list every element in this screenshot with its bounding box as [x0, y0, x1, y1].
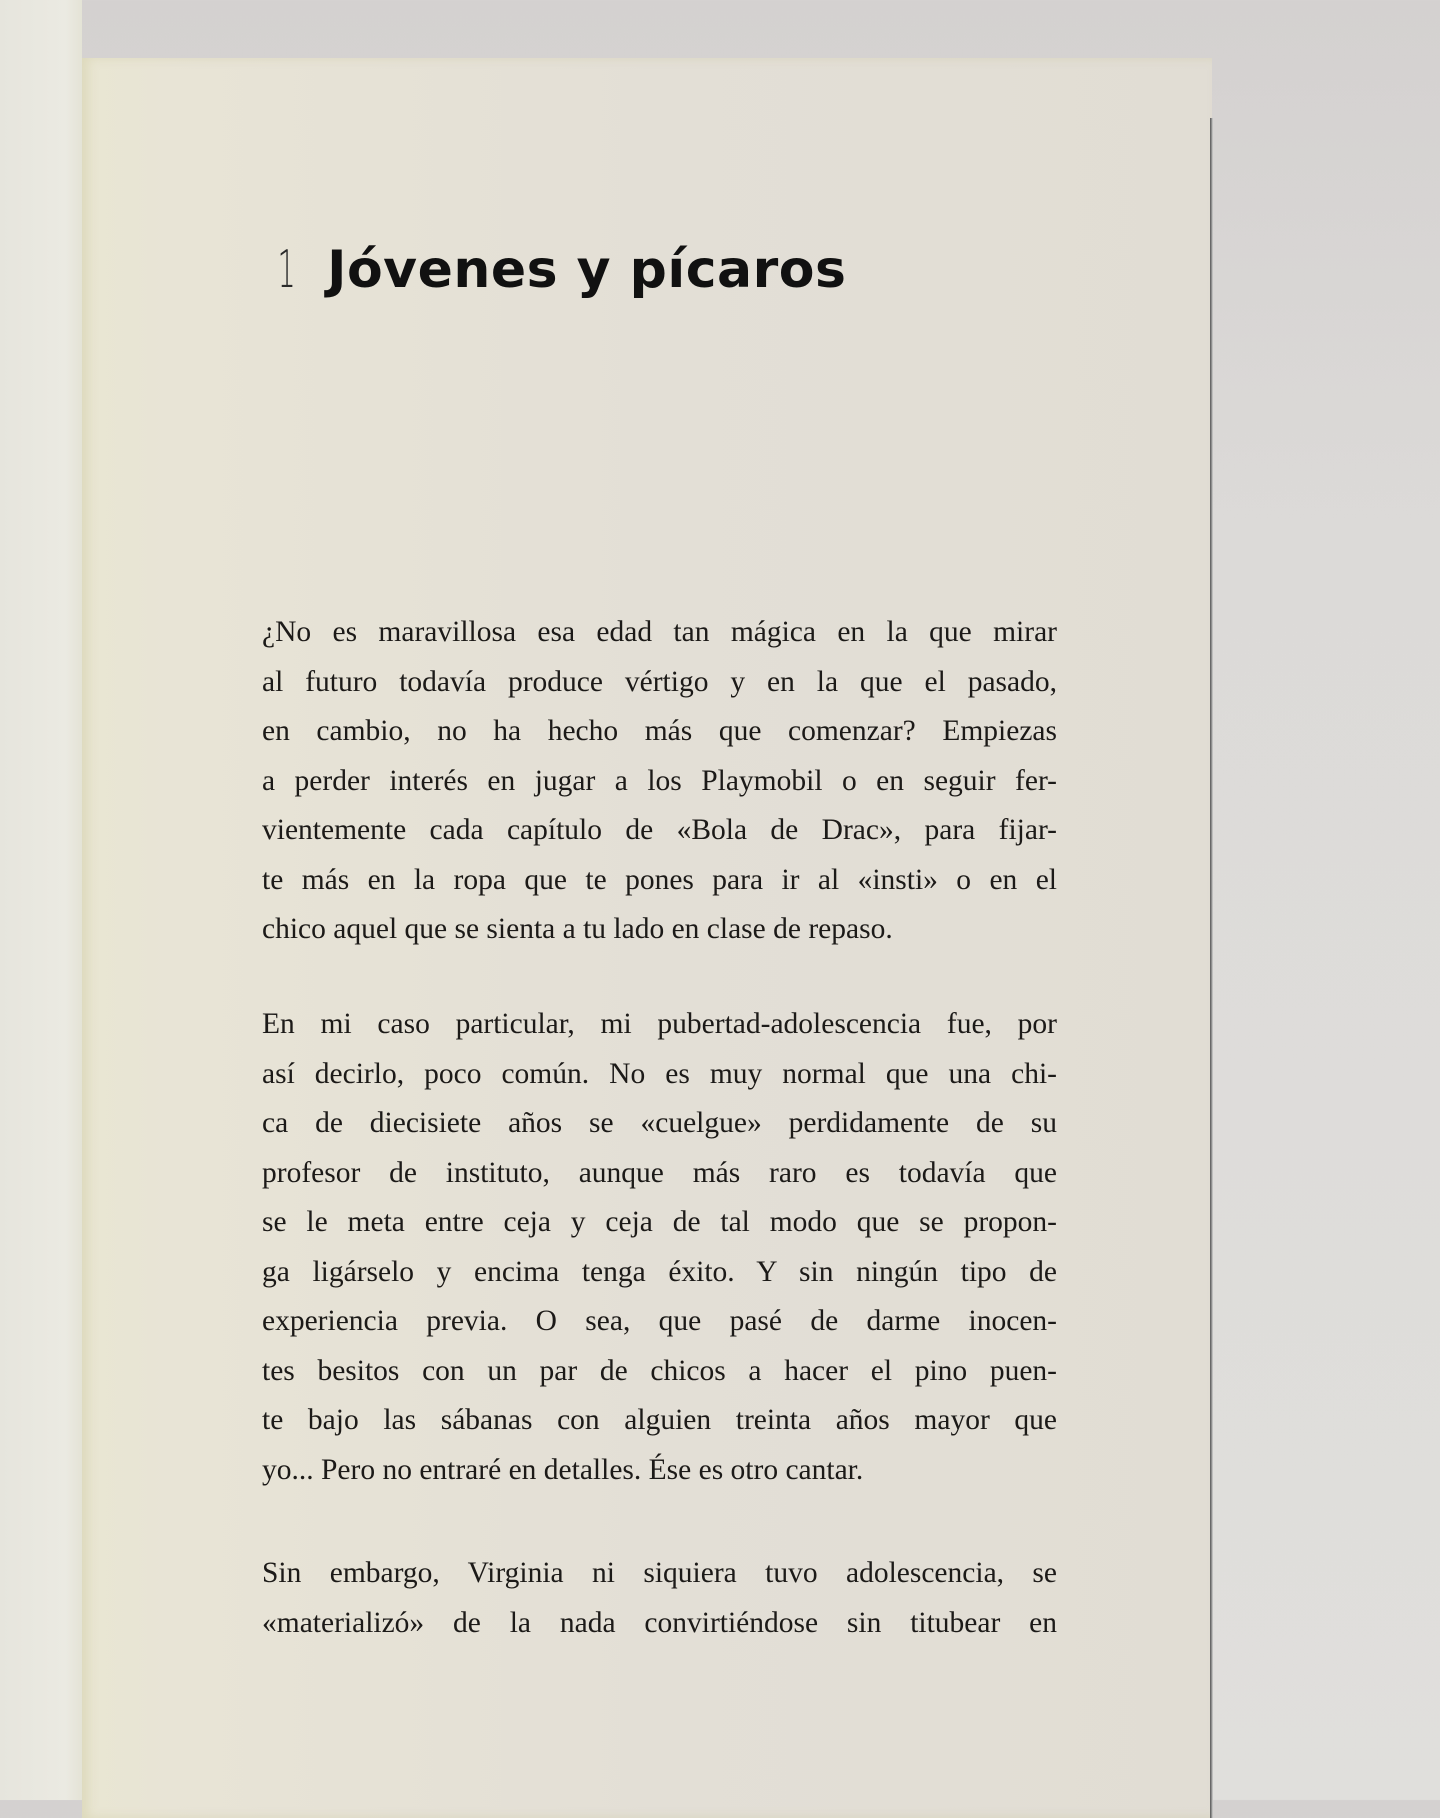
- text-line: vientemente cada capítulo de «Bola de Drac», para fijar-: [262, 814, 1057, 846]
- text-line: En mi caso particular, mi pubertad-adolescencia fue, por: [262, 1008, 1057, 1040]
- text-line: yo... Pero no entraré en detalles. Ése es otro cantar.: [262, 1453, 864, 1486]
- text-line: así decirlo, poco común. No es muy normal que una chi-: [262, 1057, 1057, 1090]
- text-line: te más en la ropa que te pones para ir al «insti» o en el: [262, 863, 1057, 896]
- chapter-number: 1: [277, 240, 296, 300]
- text-line: a perder interés en jugar a los Playmobil o en seguir fer-: [262, 764, 1057, 797]
- text-line: tes besitos con un par de chicos a hacer el pino puen-: [262, 1354, 1057, 1387]
- book-cover-edge: [1210, 118, 1213, 1818]
- text-line: ga ligárselo y encima tenga éxito. Y sin ningún tipo de: [262, 1255, 1057, 1288]
- text-line: en cambio, no ha hecho más que comenzar? Empiezas: [262, 715, 1057, 747]
- text-line: «materializó» de la nada convirtiéndose sin titubear en: [262, 1606, 1057, 1639]
- text-line: ca de diecisiete años se «cuelgue» perdidamente de su: [262, 1107, 1057, 1139]
- text-line: se le meta entre ceja y ceja de tal modo que se propon-: [262, 1206, 1057, 1238]
- facing-page-edge: [0, 0, 82, 1800]
- paragraph-3: [262, 1549, 1057, 1648]
- text-line: ¿No es maravillosa esa edad tan mágica en la que mirar: [262, 616, 1057, 648]
- chapter-title: Jóvenes y pícaros: [327, 240, 847, 300]
- text-line: profesor de instituto, aunque más raro es todavía que: [262, 1156, 1057, 1189]
- text-line: al futuro todavía produce vértigo y en la que el pasado,: [262, 665, 1057, 698]
- paragraph-2: [262, 1000, 1057, 1495]
- text-line: te bajo las sábanas con alguien treinta años mayor que: [262, 1404, 1057, 1436]
- chapter-heading: [270, 240, 846, 300]
- text-line: Sin embargo, Virginia ni siquiera tuvo adolescencia, se: [262, 1557, 1057, 1589]
- text-line: chico aquel que se sienta a tu lado en clase de repaso.: [262, 913, 893, 945]
- text-line: experiencia previa. O sea, que pasé de darme inocen-: [262, 1305, 1057, 1337]
- paragraph-1: [262, 608, 1057, 955]
